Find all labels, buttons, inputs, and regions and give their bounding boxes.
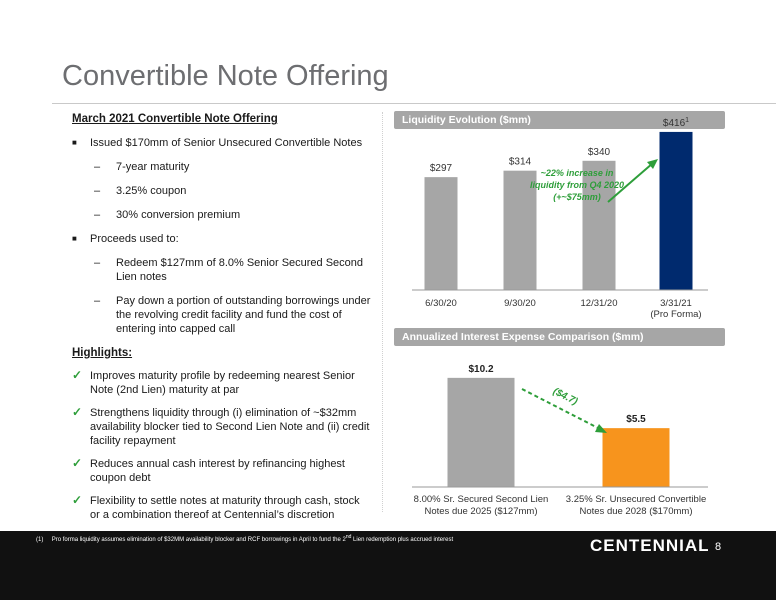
x-tick-label: 3.25% Sr. Unsecured Convertible xyxy=(565,494,707,505)
data-label: $314 xyxy=(508,156,532,168)
x-tick-label: Notes due 2025 ($127mm) xyxy=(424,506,538,517)
bar xyxy=(448,378,515,487)
highlight-item: ✓ Flexibility to settle notes at maturity through cash, stock or a combination thereof at Centennial’s discretion xyxy=(72,493,360,521)
x-tick-label: 3/31/21 xyxy=(660,298,692,309)
sub-item: – 30% conversion premium xyxy=(94,209,241,221)
annotation-text: ~22% increase in xyxy=(540,168,614,178)
sub-item: – Pay down a portion of outstanding borrowings under the revolving credit facility and fund the cost of entering into capped call xyxy=(94,295,371,335)
x-tick-label: Notes due 2028 ($170mm) xyxy=(579,506,693,517)
liquidity-chart-header: Liquidity Evolution ($mm) xyxy=(394,111,725,129)
sub-item: – 7-year maturity xyxy=(94,161,190,173)
square-bullet-icon: ■ xyxy=(72,234,77,243)
x-tick-label: 12/31/20 xyxy=(580,298,618,309)
page-number: 8 xyxy=(715,541,722,553)
x-tick-label: 6/30/20 xyxy=(425,298,457,309)
annotation-text: ($4.7) xyxy=(550,385,580,408)
bar xyxy=(603,428,670,487)
checkmark-icon: ✓ xyxy=(72,368,83,382)
data-label: $5.5 xyxy=(626,414,646,426)
data-label: $297 xyxy=(429,163,453,175)
bullet-item: ■ Issued $170mm of Senior Unsecured Convertible Notes xyxy=(72,137,363,149)
title-divider xyxy=(52,103,776,104)
column-divider xyxy=(382,112,383,512)
sub-item: – Redeem $127mm of 8.0% Senior Secured Second Lien notes xyxy=(94,257,364,283)
data-label: $340 xyxy=(587,146,611,158)
highlight-item: ✓ Reduces annual cash interest by refinancing highest coupon debt xyxy=(72,456,345,484)
checkmark-icon: ✓ xyxy=(72,405,83,419)
sub-item: – 3.25% coupon xyxy=(94,185,187,197)
left-column xyxy=(72,112,372,522)
annotation-text: liquidity from Q4 2020 xyxy=(529,180,625,190)
bar xyxy=(425,177,458,290)
annotation-text: (+~$75mm) xyxy=(553,192,601,202)
page-title: Convertible Note Offering xyxy=(62,60,389,92)
highlight-item: ✓ Improves maturity profile by redeeming nearest Senior Note (2nd Lien) maturity at par xyxy=(72,368,355,396)
data-label: $10.2 xyxy=(468,363,494,375)
footnote: (1) Pro forma liquidity assumes elimination of $32MM availability blocker and RCF borrowings in April to fund the 2nd Lien redemption plus accrued interest xyxy=(36,534,454,543)
data-label: $\$416^1$ xyxy=(662,116,690,129)
x-tick-label: 8.00% Sr. Secured Second Lien xyxy=(413,494,549,505)
highlights-header: Highlights: xyxy=(72,347,133,359)
checkmark-icon: ✓ xyxy=(72,493,83,507)
interest-chart-header: Annualized Interest Expense Comparison ($mm) xyxy=(394,328,725,346)
offering-header: March 2021 Convertible Note Offering xyxy=(72,113,278,125)
x-tick-sublabel: (Pro Forma) xyxy=(650,309,702,320)
interest-expense-chart xyxy=(390,347,750,527)
x-tick-label: 9/30/20 xyxy=(504,298,536,309)
bar xyxy=(660,132,693,290)
bullet-item: ■ Proceeds used to: xyxy=(72,233,179,245)
square-bullet-icon: ■ xyxy=(72,138,77,147)
highlight-item: ✓ Strengthens liquidity through (i) elimination of ~$32mm availability blocker tied to Second Lien Note and (ii) credit facility repayment xyxy=(72,405,370,447)
brand-logo: CENTENNIAL xyxy=(590,536,710,555)
checkmark-icon: ✓ xyxy=(72,456,83,470)
